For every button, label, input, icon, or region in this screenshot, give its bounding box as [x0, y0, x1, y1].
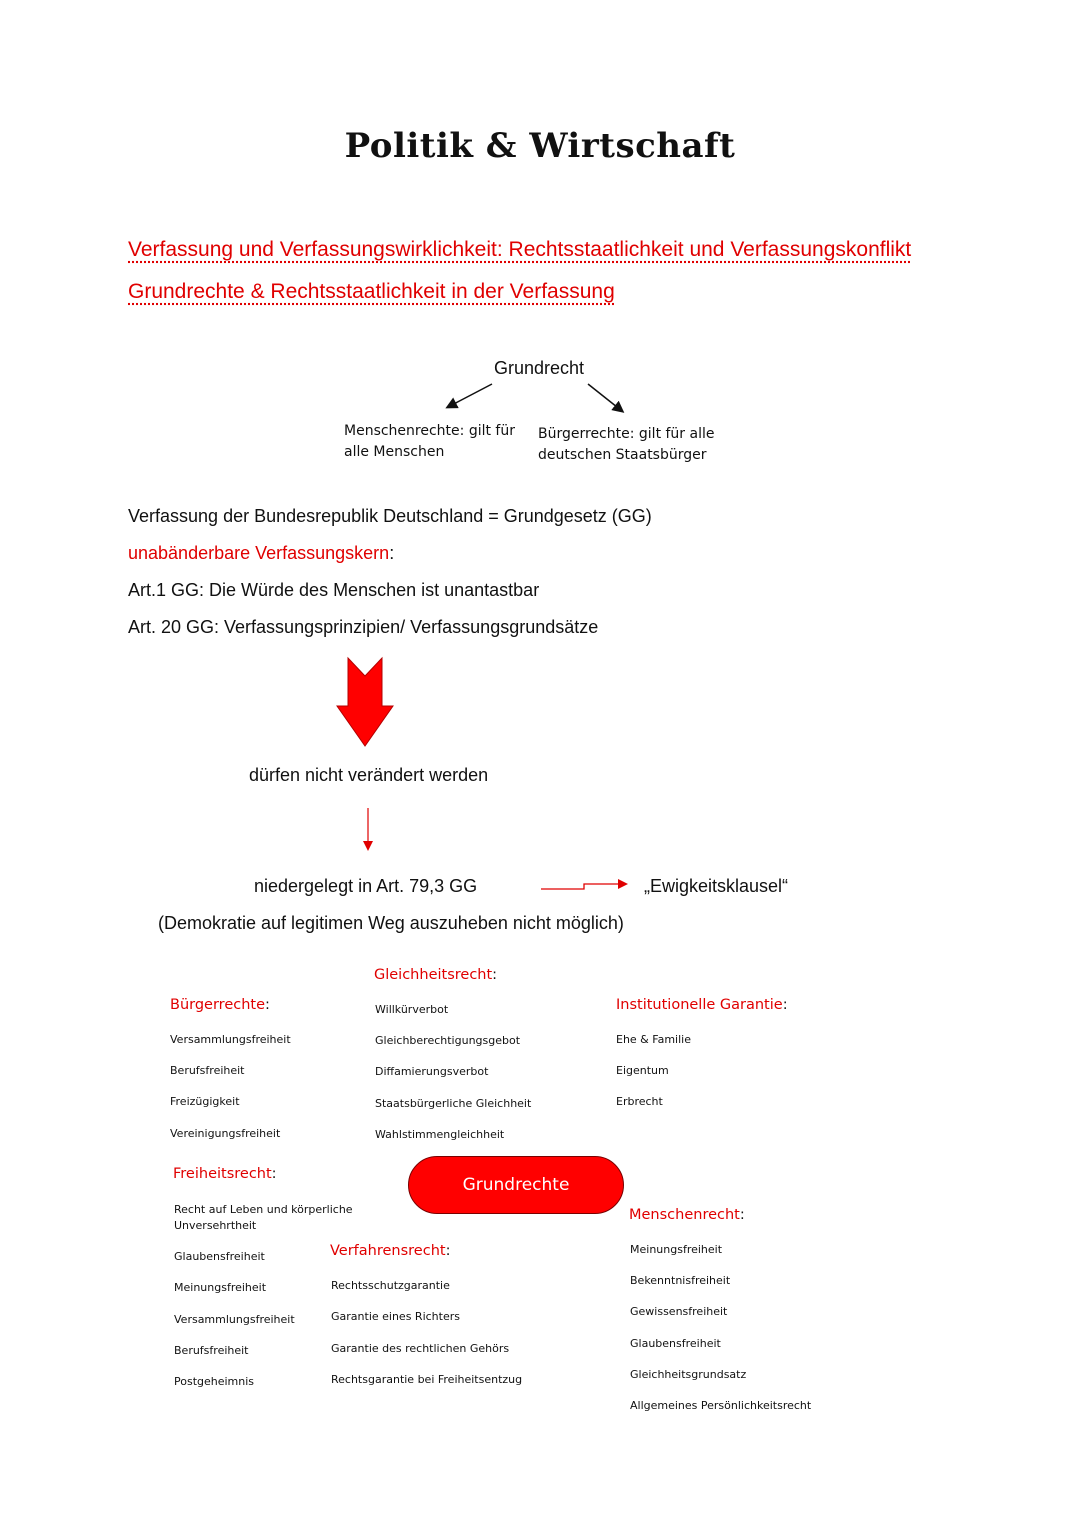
small-red-arrow-icon	[360, 806, 376, 852]
art1-line: Art.1 GG: Die Würde des Menschen ist unantastbar	[128, 580, 540, 600]
verfahren-item: Garantie des rechtlichen Gehörs	[331, 1342, 510, 1355]
verfahren-item: Garantie eines Richters	[331, 1310, 460, 1323]
category-verfahrensrecht: Verfahrensrecht:	[330, 1243, 451, 1259]
ewigkeitsklausel: „Ewigkeitsklausel“	[644, 876, 789, 896]
menschen-item: Glaubensfreiheit	[630, 1337, 721, 1350]
verfassung-line: Verfassung der Bundesrepublik Deutschland = Grundgesetz (GG)	[128, 506, 652, 526]
category-menschenrecht: Menschenrecht:	[629, 1207, 745, 1223]
arrow-right	[588, 384, 622, 411]
verfassungskern-label: unabänderbare Verfassungskern	[128, 543, 390, 563]
democracy-note: (Demokratie auf legitimen Weg auszuheben nicht möglich)	[158, 913, 624, 933]
institutionell-item: Erbrecht	[616, 1095, 663, 1108]
freiheit-item: Versammlungsfreiheit	[174, 1313, 295, 1326]
freiheit-item: Berufsfreiheit	[174, 1344, 249, 1357]
menschen-item: Gleichheitsgrundsatz	[630, 1368, 747, 1381]
freiheit-item: Recht auf Leben und körperliche Unversehrtheit	[174, 1203, 353, 1232]
freiheit-item: Meinungsfreiheit	[174, 1281, 267, 1294]
buergerrechte-line1: Bürgerrechte: gilt für alle	[538, 426, 715, 442]
menschen-item: Bekenntnisfreiheit	[630, 1274, 731, 1287]
category-buergerrechte: Bürgerrechte:	[170, 997, 270, 1013]
big-red-arrow-icon	[335, 656, 395, 750]
buerger-item: Berufsfreiheit	[170, 1064, 245, 1077]
gleichheit-item: Staatsbürgerliche Gleichheit	[375, 1097, 532, 1110]
verfahren-item: Rechtsschutzgarantie	[331, 1279, 450, 1292]
menschen-item: Gewissensfreiheit	[630, 1305, 728, 1318]
verfassungskern-colon: :	[389, 543, 395, 563]
institutionell-item: Eigentum	[616, 1064, 669, 1077]
menschenrechte-line1: Menschenrechte: gilt für	[344, 423, 515, 439]
buerger-item: Vereinigungsfreiheit	[170, 1127, 281, 1140]
category-institutionelle-garantie: Institutionelle Garantie:	[616, 997, 788, 1013]
buerger-item: Freizügigkeit	[170, 1095, 240, 1108]
menschen-item: Meinungsfreiheit	[630, 1243, 723, 1256]
right-red-arrow-icon	[540, 876, 632, 896]
gleichheit-item: Gleichberechtigungsgebot	[375, 1034, 521, 1047]
art20-line: Art. 20 GG: Verfassungsprinzipien/ Verfassungsgrundsätze	[128, 617, 599, 637]
grundrechte-badge: Grundrechte	[408, 1156, 624, 1214]
page-title: Politik & Wirtschaft	[344, 126, 736, 166]
freiheit-item: Glaubensfreiheit	[174, 1250, 265, 1263]
freiheit-item: Postgeheimnis	[174, 1375, 255, 1388]
category-gleichheitsrecht: Gleichheitsrecht:	[374, 967, 498, 983]
buergerrechte-line2: deutschen Staatsbürger	[538, 447, 707, 463]
category-freiheitsrecht: Freiheitsrecht:	[173, 1166, 277, 1182]
buerger-item: Versammlungsfreiheit	[170, 1033, 291, 1046]
menschenrechte-line2: alle Menschen	[344, 444, 445, 460]
arrow-left	[448, 384, 492, 407]
verfassungskern-line	[128, 543, 394, 564]
diagram-right-branch	[538, 424, 714, 466]
art79-line: niedergelegt in Art. 79,3 GG	[254, 876, 478, 896]
main-heading: Verfassung und Verfassungswirklichkeit: Rechtsstaatlichkeit und Verfassungskonflikt	[128, 238, 912, 261]
diagram-arrows	[430, 378, 640, 418]
gleichheit-item: Diffamierungsverbot	[375, 1065, 489, 1078]
diagram-left-branch	[344, 421, 515, 463]
verfahren-item: Rechtsgarantie bei Freiheitsentzug	[331, 1373, 523, 1386]
unchangeable-line: dürfen nicht verändert werden	[249, 765, 489, 785]
diagram-root: Grundrecht	[494, 358, 585, 378]
gleichheit-item: Willkürverbot	[375, 1003, 449, 1016]
menschen-item: Allgemeines Persönlichkeitsrecht	[630, 1399, 812, 1412]
gleichheit-item: Wahlstimmengleichheit	[375, 1128, 505, 1141]
institutionell-item: Ehe & Familie	[616, 1033, 691, 1046]
sub-heading: Grundrechte & Rechtsstaatlichkeit in der Verfassung	[128, 280, 615, 303]
